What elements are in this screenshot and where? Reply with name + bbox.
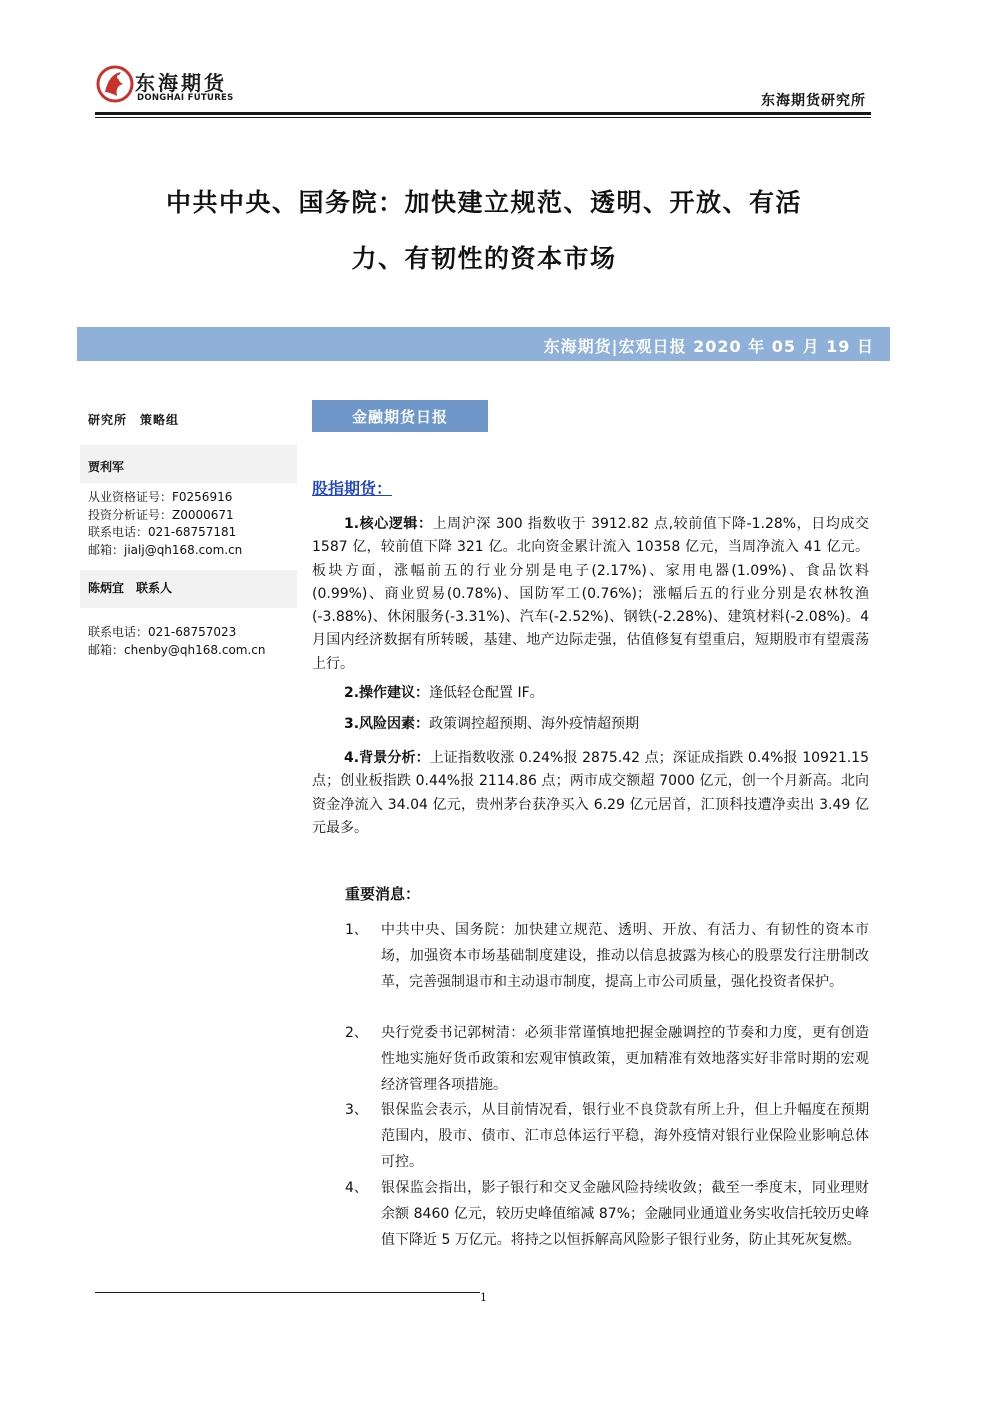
report-type-text: 金融期货日报 — [351, 408, 448, 426]
news-number: 3、 — [345, 1102, 368, 1118]
institute-name: 东海期货研究所 — [761, 93, 866, 109]
news-text: 银保监会指出，影子银行和交叉金融风险持续收敛；截至一季度末，同业理财余额 8460 亿元，较历史峰值缩减 87%；金融同业通道业务实收信托较历史峰值下降近 5 万亿元。将持之以恒拆解高风险影子银行业务，防止其死灰复燃。 — [381, 1180, 869, 1248]
document-title — [96, 175, 872, 287]
risk-factors-label: 3.风险因素： — [344, 716, 430, 732]
analyst1-license: 投资分析证号：Z0000671 — [88, 507, 234, 522]
news-title: 重要消息： — [345, 885, 421, 903]
header-divider-thin — [95, 117, 871, 118]
news-item — [345, 917, 869, 997]
analyst2-name: 陈炳宜 联系人 — [88, 581, 173, 595]
analyst2-email: 邮箱：chenby@qh168.com.cn — [88, 642, 266, 657]
footer-divider — [95, 1292, 480, 1293]
analyst1-name: 贾利军 — [88, 460, 125, 474]
title-line-1: 中共中央、国务院：加快建立规范、透明、开放、有活 — [165, 188, 802, 217]
operation-advice-paragraph — [312, 682, 869, 705]
background-text: 上证指数收涨 0.24%报 2875.42 点；深证成指跌 0.4%报 10921.15 点；创业板指跌 0.44%报 2114.86 点；两市成交额超 7000 亿元，创一个月新高。北向资金净流入 34.04 亿元，贵州茅台获净买入 6.29 亿元居首，汇顶科技遭净卖出 3.49 亿元最多。 — [312, 750, 869, 836]
report-banner — [77, 327, 890, 361]
operation-advice-text: 逢低轻仓配置 IF。 — [429, 685, 544, 701]
background-label: 4.背景分析： — [344, 750, 430, 766]
news-text: 中共中央、国务院：加快建立规范、透明、开放、有活力、有韧性的资本市场，加强资本市场基础制度建设，推动以信息披露为核心的股票发行注册制改革，完善强制退市和主动退市制度，提高上市公司质量，强化投资者保护。 — [381, 922, 869, 990]
core-logic-text: 上周沪深 300 指数收于 3912.82 点,较前值下降-1.28%，日均成交 1587 亿，较前值下降 321 亿。北向资金累计流入 10358 亿元，当周净流入 41 亿元。板块方面，涨幅前五的行业分别是电子(2.17%)、家用电器(1.09%)、食品饮料(0.99%)、商业贸易(0.78%)、国防军工(0.76%)；涨幅后五的行业分别是农林牧渔(-3.88%)、休闲服务(-3.31%)、汽车(-2.52%)、钢铁(-2.28%)、建筑材料(-2.08%)。4 月国内经济数据有所转暖，基建、地产边际走强，估值修复有望重启，短期股市有望震荡上行。 — [312, 516, 869, 672]
core-logic-paragraph — [312, 513, 869, 676]
risk-factors-text: 政策调控超预期、海外疫情超预期 — [429, 716, 640, 732]
dragon-logo-icon — [95, 62, 135, 106]
analyst1-qualification: 从业资格证号：F0256916 — [88, 490, 233, 504]
company-logo — [95, 62, 235, 110]
analyst1-details — [88, 489, 242, 559]
analyst1-phone: 联系电话：021-68757181 — [88, 525, 237, 539]
news-number: 4、 — [345, 1180, 368, 1196]
logo-text-cn: 东海期货 — [135, 71, 227, 95]
analyst2-phone: 联系电话：021-68757023 — [88, 625, 237, 639]
news-text: 银保监会表示，从目前情况看，银行业不良贷款有所上升，但上升幅度在预期范围内，股市、债市、汇市总体运行平稳，海外疫情对银行业保险业影响总体可控。 — [381, 1102, 869, 1170]
research-group: 研究所 策略组 — [88, 413, 180, 427]
news-number: 1、 — [345, 922, 368, 938]
news-item — [345, 1175, 869, 1255]
page-number: 1 — [480, 1291, 487, 1304]
logo-text-en: DONGHAI FUTURES — [137, 93, 234, 103]
header-divider — [95, 112, 871, 115]
news-number: 2、 — [345, 1025, 368, 1041]
news-item — [345, 1020, 869, 1100]
operation-advice-label: 2.操作建议： — [344, 685, 430, 701]
analyst2-details — [88, 624, 266, 659]
news-item — [345, 1097, 869, 1177]
section-title: 股指期货： — [312, 479, 393, 498]
core-logic-label: 1.核心逻辑： — [344, 516, 433, 532]
title-line-2: 力、有韧性的资本市场 — [351, 244, 617, 273]
risk-factors-paragraph — [312, 713, 869, 736]
analyst1-email: 邮箱：jialj@qh168.com.cn — [88, 542, 243, 557]
news-text: 央行党委书记郭树清：必须非常谨慎地把握金融调控的节奏和力度，更有创造性地实施好货币政策和宏观审慎政策，更加精准有效地落实好非常时期的宏观经济管理各项措施。 — [381, 1025, 869, 1093]
banner-text: 东海期货|宏观日报 2020 年 05 月 19 日 — [543, 337, 874, 356]
report-type-tag — [312, 400, 488, 432]
background-paragraph — [312, 747, 869, 840]
